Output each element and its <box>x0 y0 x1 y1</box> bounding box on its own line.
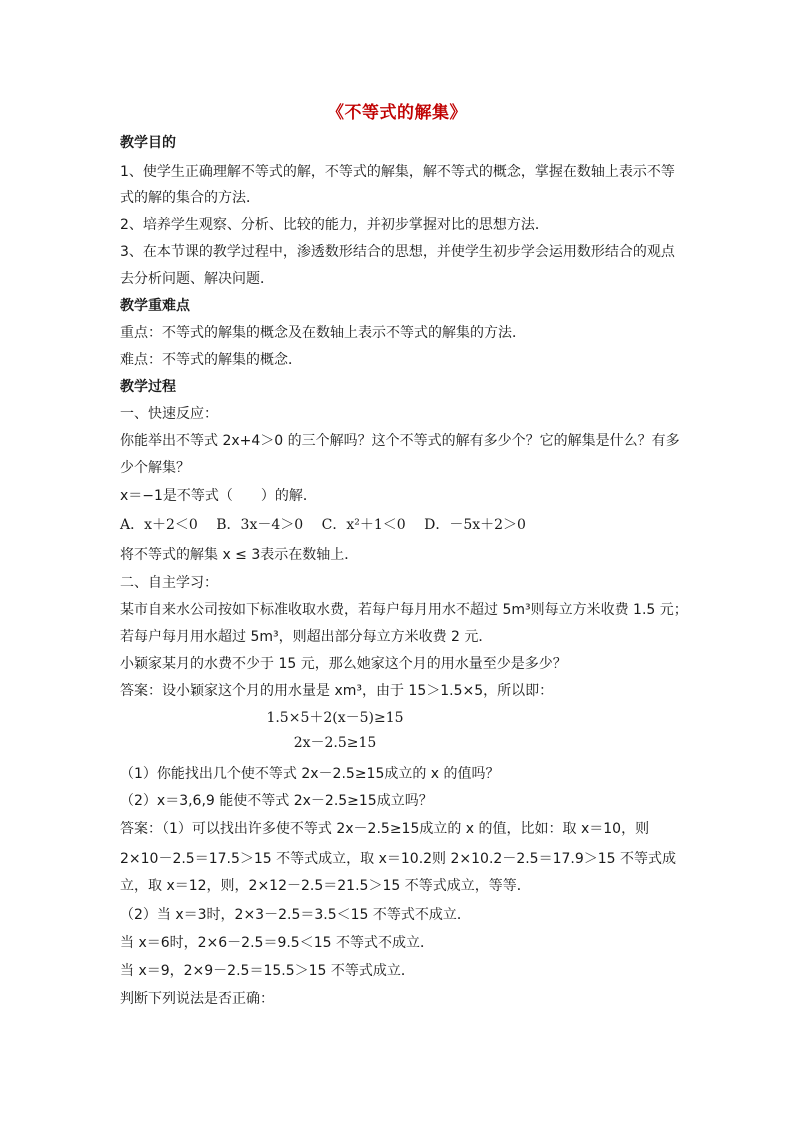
question-3: 将不等式的解集 x ≤ 3表示在数轴上． <box>120 547 359 563</box>
problem-line-2: 若每户每月用水超过 5m³，则超出部分每立方米收费 2 元． <box>120 629 493 645</box>
problem-line-1: 某市自来水公司按如下标准收取水费，若每户每月用水不超过 5m³则每立方米收费 1.5 元； <box>120 602 688 618</box>
question-1-line-2: 少个解集？ <box>120 460 190 476</box>
part-1-heading: 一、快速反应： <box>120 406 218 422</box>
answer-3: （2）当 x＝3时，2×3－2.5＝3.5＜15 不等式不成立． <box>120 907 471 923</box>
goal-1-line-2: 式的解的集合的方法． <box>120 190 260 206</box>
difficulty-point: 难点：不等式的解集的概念． <box>120 352 302 368</box>
answer-1: 答案：设小颖家这个月的用水量是 xm³，由于 15＞1.5×5，所以即： <box>120 683 554 699</box>
answer-2-line-2: 2×10－2.5＝17.5＞15 不等式成立，取 x＝10.2则 2×10.2－2.5＝17.9＞15 不等式成 <box>120 851 677 867</box>
goal-3-line-1: 3、在本节课的教学过程中，渗透数形结合的思想，并使学生初步学会运用数形结合的观点 <box>120 244 675 260</box>
question-2-options: A．x＋2＜0 B．3x－4＞0 C．x²＋1＜0 D．－5x＋2＞0 <box>120 517 526 533</box>
document-title: 《不等式的解集》 <box>327 103 467 123</box>
question-1-line-1: 你能举出不等式 2x+4＞0 的三个解吗？这个不等式的解有多少个？它的解集是什么？有多 <box>120 433 680 449</box>
answer-4: 当 x＝6时，2×6－2.5＝9.5＜15 不等式不成立． <box>120 935 434 951</box>
goal-3-line-2: 去分析问题、解决问题． <box>120 271 274 287</box>
sub-question-1: （1）你能找出几个使不等式 2x－2.5≥15成立的 x 的值吗？ <box>120 766 500 782</box>
answer-5: 当 x＝9，2×9－2.5＝15.5＞15 不等式成立． <box>120 963 415 979</box>
judge-prompt: 判断下列说法是否正确： <box>120 991 274 1007</box>
section-heading-process: 教学过程 <box>120 379 176 395</box>
equation-1: 1.5×5＋2(x－5)≥15 <box>266 710 404 726</box>
key-point: 重点：不等式的解集的概念及在数轴上表示不等式的解集的方法． <box>120 325 526 341</box>
part-2-heading: 二、自主学习： <box>120 575 218 591</box>
question-2: x＝−1是不等式（ ）的解． <box>120 488 317 504</box>
answer-2-line-3: 立，取 x＝12，则，2×12－2.5＝21.5＞15 不等式成立，等等． <box>120 878 531 894</box>
section-heading-goals: 教学目的 <box>120 135 176 151</box>
sub-question-2: （2）x＝3,6,9 能使不等式 2x－2.5≥15成立吗？ <box>120 793 433 809</box>
goal-1-line-1: 1、使学生正确理解不等式的解，不等式的解集，解不等式的概念，掌握在数轴上表示不等 <box>120 164 675 180</box>
equation-2: 2x－2.5≥15 <box>293 735 377 751</box>
goal-2: 2、培养学生观察、分析、比较的能力，并初步掌握对比的思想方法． <box>120 217 549 233</box>
answer-2-line-1: 答案：（1）可以找出许多使不等式 2x－2.5≥15成立的 x 的值，比如：取 x＝10，则 <box>120 821 650 837</box>
problem-line-3: 小颖家某月的水费不少于 15 元，那么她家这个月的用水量至少是多少？ <box>120 656 567 672</box>
section-heading-key-points: 教学重难点 <box>120 298 190 314</box>
